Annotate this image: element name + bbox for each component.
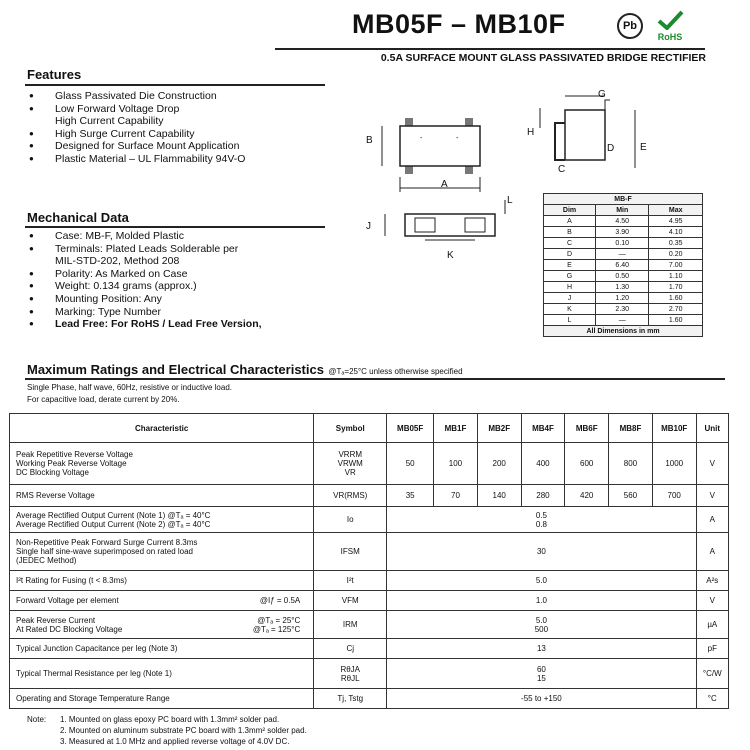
svg-text:-: - xyxy=(420,135,423,142)
table-row xyxy=(10,639,729,659)
page-title: MB05F – MB10F xyxy=(352,9,566,39)
cell: G xyxy=(544,271,596,282)
dim-label-a: A xyxy=(441,179,448,190)
cell: E xyxy=(544,260,596,271)
page-subtitle: 0.5A SURFACE MOUNT GLASS PASSIVATED BRIDGE RECTIFIER xyxy=(380,52,706,64)
table-row xyxy=(10,591,729,611)
cell: I²t Rating for Fusing (t < 8.3ms) xyxy=(10,571,314,591)
table-row xyxy=(544,304,703,315)
cell: 3.90 xyxy=(596,227,649,238)
table-row xyxy=(544,315,703,326)
table-row xyxy=(544,260,703,271)
cell: pF xyxy=(696,639,728,659)
dim-table-title: MB-F xyxy=(544,194,703,205)
table-row xyxy=(10,611,729,639)
cell: C xyxy=(544,238,596,249)
ratings-table xyxy=(9,413,729,709)
column-header: MB05F xyxy=(387,414,434,443)
cell: Tj, Tstg xyxy=(314,689,387,709)
cell: 5.0 500 xyxy=(387,611,696,639)
list-item: ● Low Forward Voltage Drop xyxy=(27,103,245,116)
dimensions-table xyxy=(543,193,703,337)
cell: 5.0 xyxy=(387,571,696,591)
cell: 30 xyxy=(387,533,696,571)
package-side-view xyxy=(530,88,660,183)
cell: 420 xyxy=(565,485,609,507)
cell: Typical Thermal Resistance per leg (Note 1) xyxy=(10,659,314,689)
ratings-title: Maximum Ratings and Electrical Characteristics xyxy=(27,362,324,377)
table-row xyxy=(544,249,703,260)
cell: Io xyxy=(314,507,387,533)
cell: 2.30 xyxy=(596,304,649,315)
cell: 0.20 xyxy=(649,249,703,260)
cell: 4.10 xyxy=(649,227,703,238)
cell: 560 xyxy=(609,485,653,507)
cell: µA xyxy=(696,611,728,639)
list-item: ● Designed for Surface Mount Application xyxy=(27,140,245,153)
dim-header: Dim xyxy=(544,205,596,216)
cell: Forward Voltage per element @Iƒ = 0.5A xyxy=(10,591,314,611)
cell: 7.00 xyxy=(649,260,703,271)
list-item: ● Weight: 0.134 grams (approx.) xyxy=(27,280,262,293)
note-item: 2. Mounted on aluminum substrate PC board with 1.3mm² solder pad. xyxy=(60,726,307,735)
table-row xyxy=(544,293,703,304)
column-header: MB4F xyxy=(521,414,565,443)
cell: Cj xyxy=(314,639,387,659)
cell: 1.70 xyxy=(649,282,703,293)
table-row xyxy=(10,485,729,507)
ratings-rule xyxy=(25,378,725,380)
ratings-note-1: Single Phase, half wave, 60Hz, resistive or inductive load. xyxy=(27,383,232,392)
ratings-note-2: For capacitive load, derate current by 20%. xyxy=(27,395,180,404)
dim-label-k: K xyxy=(447,250,454,261)
dim-label-g: G xyxy=(598,89,606,100)
notes-label: Note: xyxy=(27,715,47,724)
cell: V xyxy=(696,591,728,611)
cell: 100 xyxy=(434,443,478,485)
notes-list xyxy=(60,714,307,747)
dim-label-l: L xyxy=(507,195,513,206)
cell: 0.5 0.8 xyxy=(387,507,696,533)
cell: RθJA RθJL xyxy=(314,659,387,689)
cell: L xyxy=(544,315,596,326)
cell: 4.95 xyxy=(649,216,703,227)
cell: 1.60 xyxy=(649,293,703,304)
dim-label-d: D xyxy=(607,143,615,154)
list-item: ● Plastic Material – UL Flammability 94V-O xyxy=(27,153,245,166)
cell: IRM xyxy=(314,611,387,639)
cell: H xyxy=(544,282,596,293)
cell: A xyxy=(696,507,728,533)
cell: — xyxy=(596,249,649,260)
cell: RMS Reverse Voltage xyxy=(10,485,314,507)
title-rule xyxy=(275,48,705,50)
svg-text:-: - xyxy=(456,135,459,142)
cell: 1.60 xyxy=(649,315,703,326)
list-item: ● Terminals: Plated Leads Solderable per xyxy=(27,243,262,256)
table-row xyxy=(544,216,703,227)
cell: °C/W xyxy=(696,659,728,689)
list-item: ● Marking: Type Number xyxy=(27,306,262,319)
features-title: Features xyxy=(27,67,82,82)
cell: Non-Repetitive Peak Forward Surge Current 8.3ms Single half sine-wave superimposed on rated load (JEDEC Method) xyxy=(10,533,314,571)
note-item: 3. Measured at 1.0 MHz and applied reverse voltage of 4.0V DC. xyxy=(60,737,290,746)
cell: 1.20 xyxy=(596,293,649,304)
mechanical-list xyxy=(27,230,262,331)
cell: VFM xyxy=(314,591,387,611)
features-rule xyxy=(25,84,325,86)
list-item: ● Lead Free: For RoHS / Lead Free Version, xyxy=(27,318,262,331)
cell: K xyxy=(544,304,596,315)
cell: 600 xyxy=(565,443,609,485)
pb-free-logo: Pb xyxy=(617,13,643,39)
cell: Peak Reverse Current @Tₐ = 25°C At Rated DC Blocking Voltage @Tₐ = 125°C xyxy=(10,611,314,639)
dim-table-footer: All Dimensions in mm xyxy=(544,326,703,337)
cell: 35 xyxy=(387,485,434,507)
cell: Operating and Storage Temperature Range xyxy=(10,689,314,709)
cell: J xyxy=(544,293,596,304)
table-row xyxy=(10,659,729,689)
list-item: ● Case: MB-F, Molded Plastic xyxy=(27,230,262,243)
cell: — xyxy=(596,315,649,326)
list-item: High Current Capability xyxy=(55,115,164,128)
cell: A²s xyxy=(696,571,728,591)
column-header: MB6F xyxy=(565,414,609,443)
table-header-row xyxy=(10,414,729,443)
ratings-heading xyxy=(27,361,463,379)
cell: °C xyxy=(696,689,728,709)
cell: IFSM xyxy=(314,533,387,571)
cell: VR(RMS) xyxy=(314,485,387,507)
dim-label-b: B xyxy=(366,135,373,146)
cell: 70 xyxy=(434,485,478,507)
table-row xyxy=(10,507,729,533)
cell: 1.10 xyxy=(649,271,703,282)
cell: 1.30 xyxy=(596,282,649,293)
ratings-condition: @Tₐ=25°C unless otherwise specified xyxy=(328,367,463,376)
cell: V xyxy=(696,485,728,507)
cell: 2.70 xyxy=(649,304,703,315)
cell: 700 xyxy=(652,485,696,507)
table-row xyxy=(10,689,729,709)
cell: V xyxy=(696,443,728,485)
cell: 50 xyxy=(387,443,434,485)
cell: 0.10 xyxy=(596,238,649,249)
cell: 1000 xyxy=(652,443,696,485)
column-header: Characteristic xyxy=(10,414,314,443)
cell: -55 to +150 xyxy=(387,689,696,709)
cell: 4.50 xyxy=(596,216,649,227)
column-header: Unit xyxy=(696,414,728,443)
table-row xyxy=(544,238,703,249)
cell: A xyxy=(696,533,728,571)
rohs-logo: RoHS xyxy=(650,10,690,42)
list-item: MIL-STD-202, Method 208 xyxy=(55,255,180,268)
list-item: ● Glass Passivated Die Construction xyxy=(27,90,245,103)
cell: 200 xyxy=(477,443,521,485)
cell: 1.0 xyxy=(387,591,696,611)
cell: A xyxy=(544,216,596,227)
cell: D xyxy=(544,249,596,260)
cell: 140 xyxy=(477,485,521,507)
features-list xyxy=(27,90,245,166)
table-row xyxy=(544,227,703,238)
list-item: ● High Surge Current Capability xyxy=(27,128,245,141)
cell: B xyxy=(544,227,596,238)
table-row xyxy=(10,443,729,485)
table-row xyxy=(10,571,729,591)
package-top-view xyxy=(360,100,510,200)
cell: Average Rectified Output Current (Note 1) @Tₐ = 40°C Average Rectified Output Current (Note 2) @Tₐ = 40°C xyxy=(10,507,314,533)
column-header: MB1F xyxy=(434,414,478,443)
cell: 0.35 xyxy=(649,238,703,249)
cell: 6.40 xyxy=(596,260,649,271)
column-header: Symbol xyxy=(314,414,387,443)
mechanical-title: Mechanical Data xyxy=(27,210,129,225)
dim-label-j: J xyxy=(366,221,371,232)
dim-header: Max xyxy=(649,205,703,216)
cell: 280 xyxy=(521,485,565,507)
mechanical-rule xyxy=(25,226,325,228)
dim-label-h: H xyxy=(527,127,535,138)
column-header: MB10F xyxy=(652,414,696,443)
cell: VRRM VRWM VR xyxy=(314,443,387,485)
cell: 13 xyxy=(387,639,696,659)
list-item: ● Mounting Position: Any xyxy=(27,293,262,306)
dim-header: Min xyxy=(596,205,649,216)
cell: I²t xyxy=(314,571,387,591)
note-item: 1. Mounted on glass epoxy PC board with 1.3mm² solder pad. xyxy=(60,715,280,724)
cell: 60 15 xyxy=(387,659,696,689)
cell: 800 xyxy=(609,443,653,485)
checkmark-icon xyxy=(656,10,684,30)
dim-label-e: E xyxy=(640,142,647,153)
dim-label-c: C xyxy=(558,164,566,175)
column-header: MB2F xyxy=(477,414,521,443)
cell: 0.50 xyxy=(596,271,649,282)
list-item: ● Polarity: As Marked on Case xyxy=(27,268,262,281)
table-row xyxy=(544,282,703,293)
cell: 400 xyxy=(521,443,565,485)
table-row xyxy=(10,533,729,571)
column-header: MB8F xyxy=(609,414,653,443)
cell: Peak Repetitive Reverse Voltage Working Peak Reverse Voltage DC Blocking Voltage xyxy=(10,443,314,485)
cell: Typical Junction Capacitance per leg (Note 3) xyxy=(10,639,314,659)
table-row xyxy=(544,271,703,282)
